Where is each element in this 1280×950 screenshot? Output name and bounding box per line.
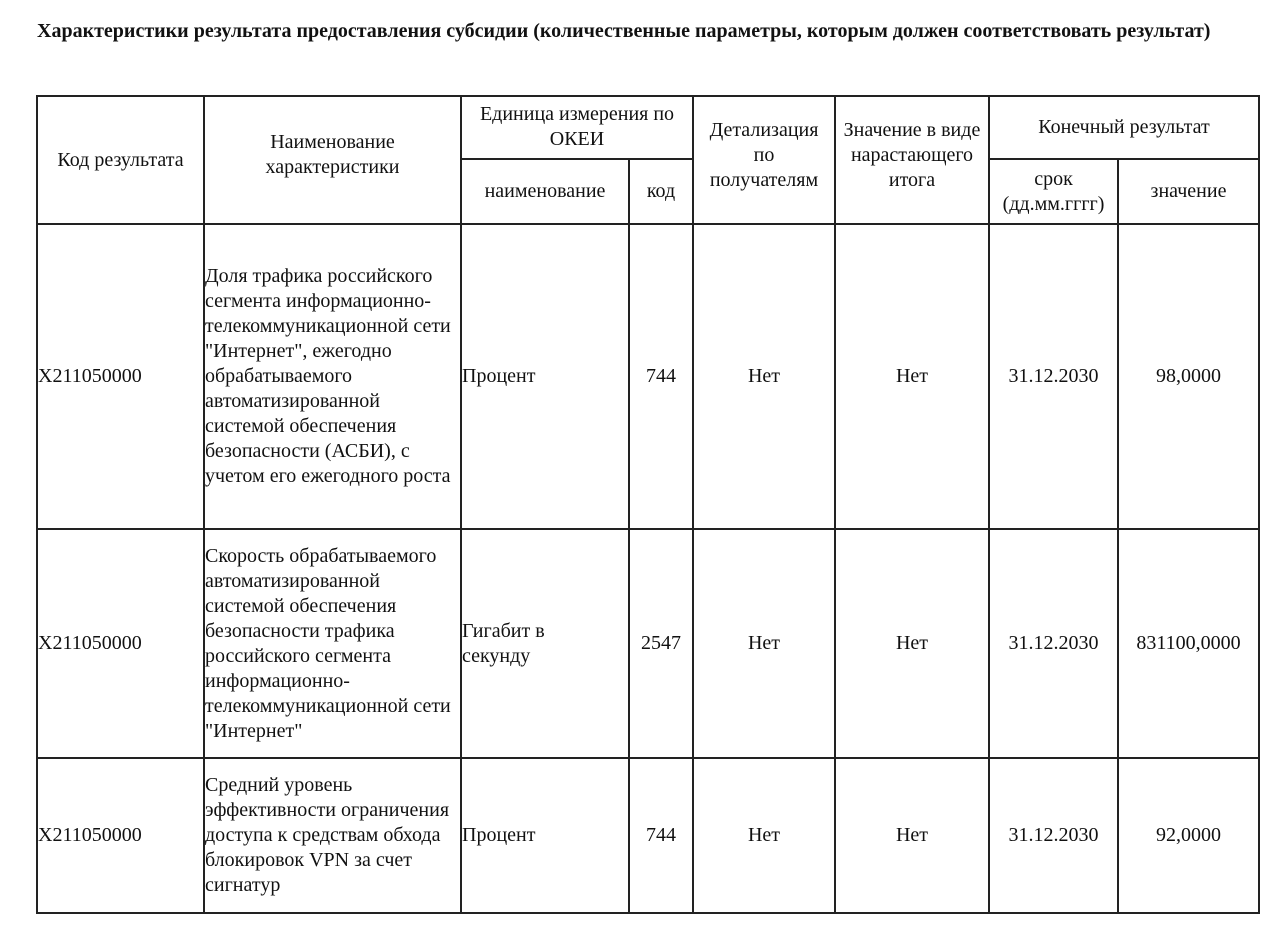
header-final-group: Конечный результат (989, 96, 1259, 159)
header-final-date (989, 159, 1118, 224)
cell-unit-code: 744 (629, 758, 693, 913)
header-code: Код результата (37, 96, 204, 224)
cell-value: 98,0000 (1118, 224, 1259, 529)
cell-unit-code: 2547 (629, 529, 693, 758)
cell-detail: Нет (693, 224, 835, 529)
header-row-1 (37, 96, 1259, 159)
document-heading: Характеристики результата предоставления субсидии (количественные параметры, которым должен соответствовать результат) (37, 20, 1211, 42)
header-unit-code: код (629, 159, 693, 224)
cell-value: 92,0000 (1118, 758, 1259, 913)
cell-detail: Нет (693, 758, 835, 913)
cell-detail: Нет (693, 529, 835, 758)
cell-code: Х211050000 (37, 529, 204, 758)
cell-value: 831100,0000 (1118, 529, 1259, 758)
cell-unit-name-text: Гигабит в секунду (462, 619, 545, 667)
cell-cumulative: Нет (835, 224, 989, 529)
header-final-date-text: срок (дд.мм.гггг) (1002, 167, 1105, 215)
table-row (37, 758, 1259, 913)
results-table (36, 95, 1260, 914)
header-unit-group (461, 96, 693, 159)
table-row (37, 224, 1259, 529)
header-name-text: Наименование характеристики (265, 131, 400, 178)
cell-name: Скорость обрабатываемого автоматизированной системой обеспечения безопасности трафика российского сегмента информационно-телекоммуникационной сети "Интернет" (204, 529, 461, 758)
cell-name: Средний уровень эффективности ограничения доступа к средствам обхода блокировок VPN за счет сигнатур (204, 758, 461, 913)
cell-code: Х211050000 (37, 758, 204, 913)
cell-unit-name (461, 529, 629, 758)
cell-unit-name: Процент (461, 224, 629, 529)
cell-date: 31.12.2030 (989, 529, 1118, 758)
header-cumulative-text: Значение в виде нарастающего итога (843, 118, 981, 191)
header-unit-name: наименование (461, 159, 629, 224)
cell-cumulative: Нет (835, 529, 989, 758)
cell-cumulative: Нет (835, 758, 989, 913)
header-detail-text: Детализация по получателям (709, 118, 819, 191)
header-name (204, 96, 461, 224)
cell-unit-code: 744 (629, 224, 693, 529)
cell-unit-name: Процент (461, 758, 629, 913)
header-unit-group-text: Единица измерения по ОКЕИ (479, 102, 675, 150)
header-final-value: значение (1118, 159, 1259, 224)
cell-code: Х211050000 (37, 224, 204, 529)
cell-date: 31.12.2030 (989, 224, 1118, 529)
cell-date: 31.12.2030 (989, 758, 1118, 913)
header-detail (693, 96, 835, 224)
cell-name: Доля трафика российского сегмента информационно-телекоммуникационной сети "Интернет", ежегодно обрабатываемого автоматизированной системой обеспечения безопасности (АСБИ), с учетом его ежегодного роста (204, 224, 461, 529)
header-cumulative (835, 96, 989, 224)
table-row (37, 529, 1259, 758)
